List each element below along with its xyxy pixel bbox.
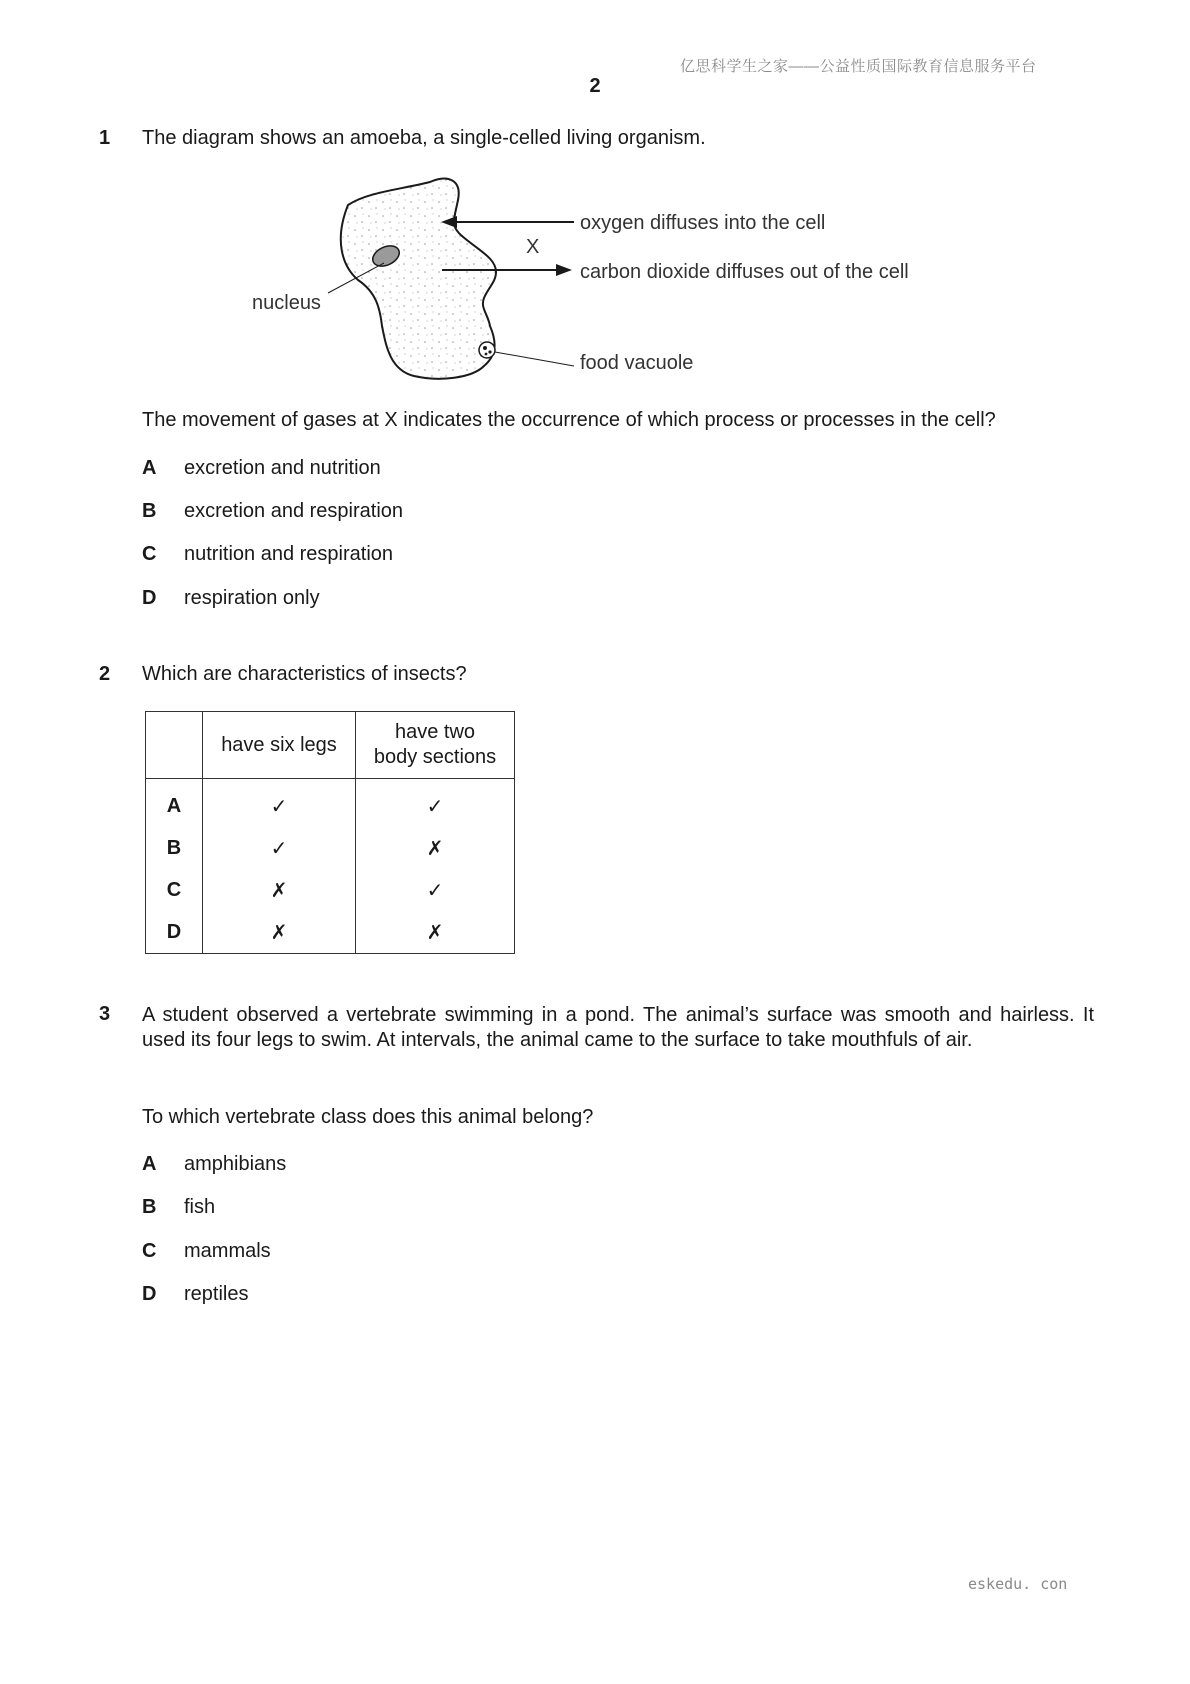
oxygen-arrow xyxy=(441,216,574,228)
q1-option-a-text: excretion and nutrition xyxy=(184,457,381,479)
q3-option-a-text: amphibians xyxy=(184,1153,287,1175)
food-vacuole-shape xyxy=(479,342,495,358)
q1-option-a-letter: A xyxy=(142,457,157,479)
question-2-text: Which are characteristics of insects? xyxy=(142,663,467,685)
question-3-prompt: To which vertebrate class does this animal belong? xyxy=(142,1106,594,1128)
q3-option-b-text: fish xyxy=(184,1196,216,1218)
label-food-vacuole: food vacuole xyxy=(580,352,694,374)
row-letter: A xyxy=(146,779,203,828)
two-sections-mark: ✓ xyxy=(356,779,515,828)
amoeba-cell-outline xyxy=(341,179,496,379)
two-sections-mark: ✓ xyxy=(356,869,515,911)
q1-option-d-text: respiration only xyxy=(184,587,320,609)
q3-option-a-letter: A xyxy=(142,1153,157,1175)
q3-option-d-letter: D xyxy=(142,1283,157,1305)
amoeba-diagram xyxy=(240,170,960,390)
table-row xyxy=(146,827,515,869)
row-letter: C xyxy=(146,869,203,911)
two-sections-mark: ✗ xyxy=(356,827,515,869)
q3-option-b-letter: B xyxy=(142,1196,157,1218)
two-sections-mark: ✗ xyxy=(356,911,515,954)
label-oxygen: oxygen diffuses into the cell xyxy=(580,212,826,234)
header-line-2: body sections xyxy=(373,746,497,768)
question-1-number: 1 xyxy=(99,127,111,149)
question-1-text: The diagram shows an amoeba, a single-celled living organism. xyxy=(142,127,706,149)
insect-characteristics-table xyxy=(145,711,515,954)
table-row xyxy=(146,911,515,954)
q1-option-d-letter: D xyxy=(142,587,157,609)
q1-option-c-letter: C xyxy=(142,543,157,565)
table-row xyxy=(146,779,515,828)
six-legs-mark: ✓ xyxy=(203,779,356,828)
table-header-six-legs: have six legs xyxy=(203,712,356,779)
table-header-blank xyxy=(146,712,203,779)
label-nucleus: nucleus xyxy=(252,292,321,314)
label-carbon-dioxide: carbon dioxide diffuses out of the cell xyxy=(580,261,909,283)
six-legs-mark: ✗ xyxy=(203,911,356,954)
table-row xyxy=(146,869,515,911)
q3-option-d-text: reptiles xyxy=(184,1283,249,1305)
question-2-number: 2 xyxy=(99,663,111,685)
q1-option-b-text: excretion and respiration xyxy=(184,500,404,522)
page-number: 2 xyxy=(589,75,601,97)
question-3-number: 3 xyxy=(99,1003,111,1025)
table-header-row xyxy=(146,712,515,779)
header-line-1: have two xyxy=(394,721,476,743)
question-3-text: A student observed a vertebrate swimming in a pond. The animal’s surface was smooth and hairless. It used its four legs to swim. At intervals, the animal came to the surface to take mouthfuls of air. xyxy=(142,1004,1094,1051)
table-header-two-body-sections xyxy=(356,712,515,779)
six-legs-mark: ✗ xyxy=(203,869,356,911)
footer-watermark: eskedu. con xyxy=(968,1575,1068,1593)
label-x: X xyxy=(526,236,540,258)
question-1-prompt: The movement of gases at X indicates the occurrence of which process or processes in the cell? xyxy=(142,409,996,431)
six-legs-mark: ✓ xyxy=(203,827,356,869)
vacuole-pointer-line xyxy=(495,352,574,366)
q3-option-c-letter: C xyxy=(142,1240,157,1262)
q1-option-b-letter: B xyxy=(142,500,157,522)
q3-option-c-text: mammals xyxy=(184,1240,271,1262)
q1-option-c-text: nutrition and respiration xyxy=(184,543,394,565)
row-letter: D xyxy=(146,911,203,954)
row-letter: B xyxy=(146,827,203,869)
header-watermark: 亿思科学生之家——公益性质国际教育信息服务平台 xyxy=(680,58,1037,75)
